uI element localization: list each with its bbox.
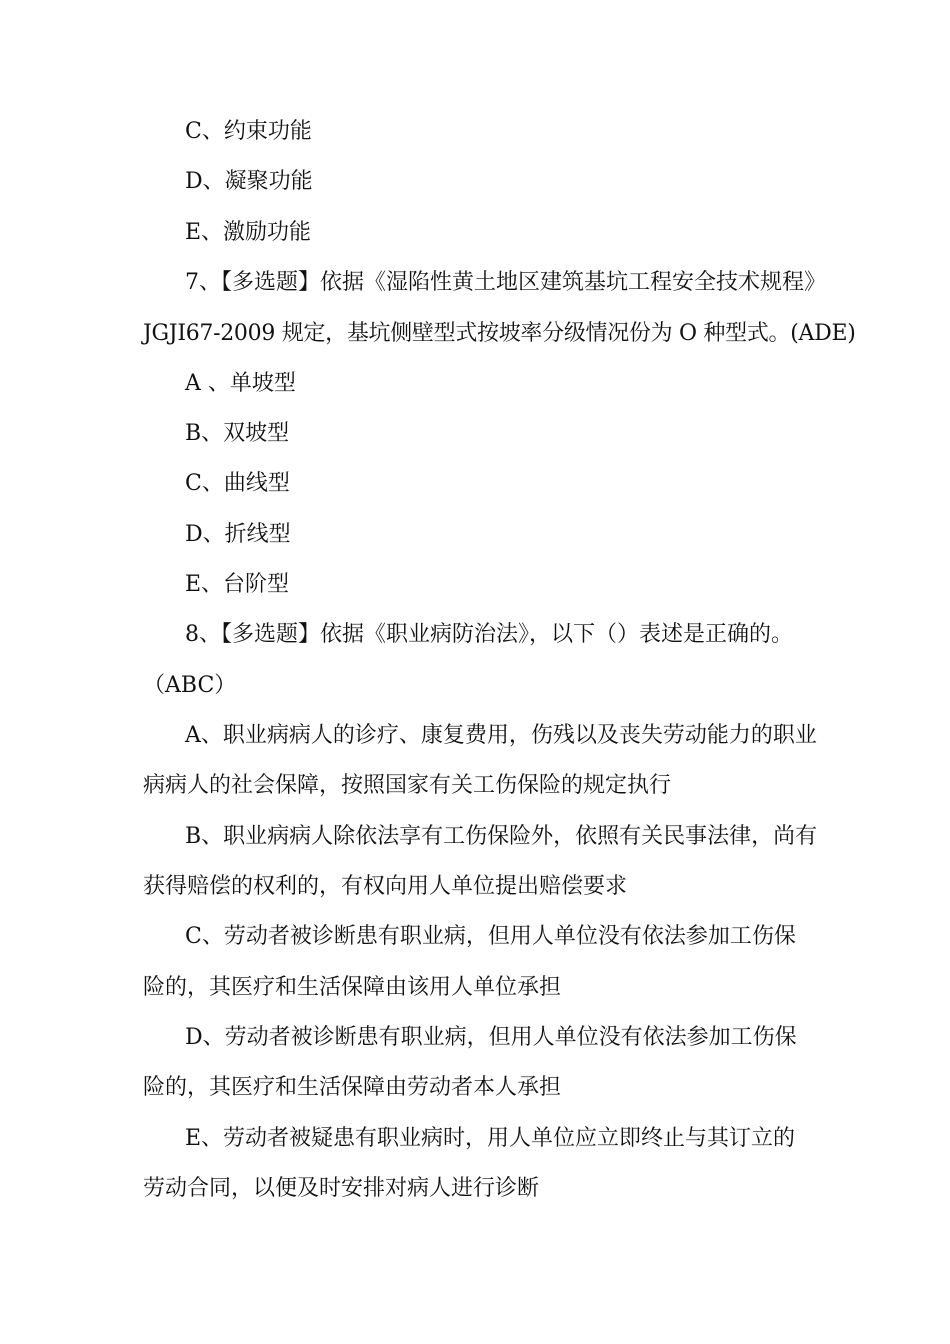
q7-stem-line1: 7、【多选题】依据《湿陷性黄土地区建筑基坑工程安全技术规程》 (185, 270, 826, 295)
q8-option-d-line1: D、劳动者被诊断患有职业病，但用人单位没有依法参加工伤保 (185, 1025, 797, 1050)
q8-option-e-line2: 劳动合同，以便及时安排对病人进行诊断 (143, 1176, 540, 1201)
q7-option-b: B、双坡型 (185, 421, 290, 446)
q8-stem-line1: 8、【多选题】依据《职业病防治法》，以下（）表述是正确的。 (185, 622, 793, 647)
q8-option-d-line2: 险的，其医疗和生活保障由劳动者本人承担 (143, 1075, 562, 1100)
q8-option-a-line1: A、职业病病人的诊疗、康复费用，伤残以及丧失劳动能力的职业 (185, 723, 817, 748)
q8-option-a-line2: 病病人的社会保障，按照国家有关工伤保险的规定执行 (143, 773, 672, 798)
q7-option-d: D、折线型 (185, 522, 291, 547)
q7-option-a: A 、单坡型 (185, 371, 296, 396)
q6-option-e: E、激励功能 (185, 220, 312, 245)
q8-option-e-line1: E、劳动者被疑患有职业病时，用人单位应立即终止与其订立的 (185, 1126, 796, 1151)
q6-option-d: D、凝聚功能 (185, 169, 313, 194)
q6-option-c: C、约束功能 (185, 119, 312, 144)
q8-stem-line2: （ABC） (143, 673, 237, 698)
q8-option-b-line2: 获得赔偿的权利的，有权向用人单位提出赔偿要求 (143, 874, 628, 899)
q7-option-e: E、台阶型 (185, 572, 290, 597)
q7-stem-line2: JGJI67-2009 规定，基坑侧壁型式按坡率分级情况份为 O 种型式。(ADE) (143, 321, 856, 346)
q8-option-b-line1: B、职业病病人除依法享有工伤保险外，依照有关民事法律，尚有 (185, 824, 818, 849)
q7-option-c: C、曲线型 (185, 471, 290, 496)
q8-option-c-line1: C、劳动者被诊断患有职业病，但用人单位没有依法参加工伤保 (185, 924, 796, 949)
q8-option-c-line2: 险的，其医疗和生活保障由该用人单位承担 (143, 975, 562, 1000)
